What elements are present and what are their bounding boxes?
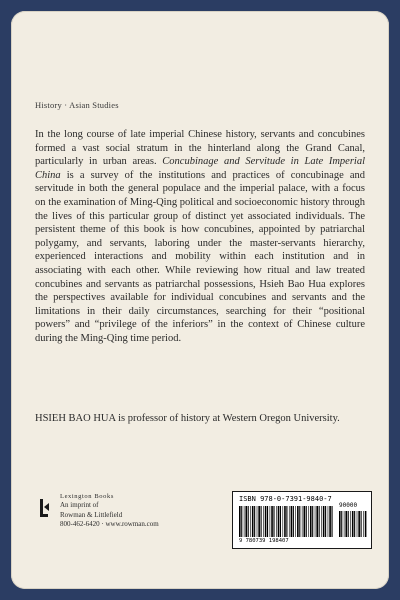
barcode-bar bbox=[339, 511, 341, 537]
blurb-text-part2: is a survey of the institutions and practices of concubinage and servitude in both the general populace and the imperial palace, with a focus on the examination of Ming-Qing political and socioeconomic history through the lives of this particular group of distinct yet associated individuals. The persistent theme of this book is how concubines, appointed by patriarchal polygamy, and servants, laboring under the master-servants hierarchy, experienced interactions and mobility within each institution and in associating with each other. While reviewing how ritual and law treated concubines and servants as patriarchal possessions, Hsieh Bao Hua explores the perspectives available for individual concubines and servants and the limitations in their daily circumstances, searching for their “positional powers” and “privilege of the inferiors” in the context of Chinese culture during the Ming-Qing time period. bbox=[35, 169, 365, 344]
author-bio: HSIEH BAO HUA is professor of history at Western Oregon University. bbox=[35, 413, 340, 424]
barcode-bar bbox=[248, 506, 249, 537]
barcode-bar bbox=[289, 506, 290, 537]
barcode-bar bbox=[310, 506, 312, 537]
barcode-bar bbox=[329, 506, 331, 537]
barcode-bar bbox=[325, 506, 326, 537]
barcode-bar bbox=[332, 506, 333, 537]
barcode-bar bbox=[295, 506, 296, 537]
barcode-bar bbox=[276, 506, 277, 537]
barcode-bar bbox=[241, 506, 242, 537]
barcode-bar bbox=[315, 506, 316, 537]
barcode-box bbox=[232, 491, 372, 549]
barcode-bar bbox=[297, 506, 299, 537]
barcode-bar bbox=[245, 506, 247, 537]
barcode-bar bbox=[316, 506, 318, 537]
barcode-bar bbox=[265, 506, 267, 537]
publisher-name: Lexington Books bbox=[60, 493, 114, 500]
isbn-text: ISBN 978-0-7391-9840-7 bbox=[239, 495, 332, 503]
publisher-info bbox=[60, 492, 159, 530]
barcode-bar bbox=[363, 511, 364, 537]
barcode-bar bbox=[257, 506, 258, 537]
barcode-bar bbox=[361, 511, 362, 537]
barcode-bar bbox=[352, 511, 354, 537]
addon-barcode bbox=[339, 511, 367, 537]
barcode-bar bbox=[252, 506, 254, 537]
barcode-bar bbox=[341, 511, 342, 537]
barcode-bar bbox=[344, 511, 345, 537]
ean-barcode bbox=[239, 506, 335, 537]
barcode-bar bbox=[250, 506, 251, 537]
barcode-bar bbox=[273, 506, 274, 537]
barcode-bar bbox=[283, 506, 284, 537]
barcode-bar bbox=[354, 511, 355, 537]
barcode-bar bbox=[271, 506, 273, 537]
barcode-digits: 9 780739 198407 bbox=[239, 538, 289, 544]
barcode-bar bbox=[291, 506, 293, 537]
barcode-bar bbox=[328, 506, 329, 537]
barcode-bar bbox=[350, 511, 351, 537]
barcode-bar bbox=[267, 506, 268, 537]
barcode-bar bbox=[254, 506, 255, 537]
barcode-bar bbox=[345, 511, 347, 537]
barcode-bar bbox=[321, 506, 322, 537]
barcode-bar bbox=[280, 506, 281, 537]
barcode-bar bbox=[299, 506, 300, 537]
barcode-bar bbox=[261, 506, 262, 537]
barcode-bar bbox=[358, 511, 360, 537]
barcode-bar bbox=[319, 506, 320, 537]
barcode-bar bbox=[357, 511, 358, 537]
publisher-imprint-line: An imprint of bbox=[60, 501, 99, 510]
barcode-bar bbox=[284, 506, 286, 537]
barcode-bar bbox=[263, 506, 264, 537]
barcode-bar bbox=[365, 511, 367, 537]
barcode-bar bbox=[239, 506, 241, 537]
barcode-bar bbox=[308, 506, 309, 537]
barcode-bar bbox=[244, 506, 245, 537]
blurb-text-part1: In the long course of late imperial Chinese history, servants and concubines formed a vast social stratum in the hinterland along the Grand Canal, particularly in urban areas. bbox=[35, 129, 365, 168]
category-label: History · Asian Studies bbox=[35, 100, 119, 110]
barcode-bar bbox=[302, 506, 303, 537]
barcode-bar bbox=[270, 506, 271, 537]
barcode-bar bbox=[286, 506, 287, 537]
barcode-bar bbox=[323, 506, 325, 537]
barcode-bar bbox=[348, 511, 349, 537]
book-blurb bbox=[35, 128, 365, 346]
barcode-bar bbox=[278, 506, 280, 537]
book-title-italic: Concubinage and Servitude in Late Imperial China bbox=[35, 156, 365, 181]
barcode-bar bbox=[304, 506, 306, 537]
publisher-parent: Rowman & Littlefield bbox=[60, 510, 123, 519]
barcode-bar bbox=[293, 506, 294, 537]
barcode-addon-code: 90000 bbox=[339, 502, 358, 509]
barcode-bar bbox=[258, 506, 260, 537]
barcode-bar bbox=[306, 506, 307, 537]
publisher-contact: 800-462-6420 · www.rowman.com bbox=[60, 520, 159, 529]
lexington-logo-icon bbox=[38, 497, 50, 519]
barcode-bar bbox=[312, 506, 313, 537]
